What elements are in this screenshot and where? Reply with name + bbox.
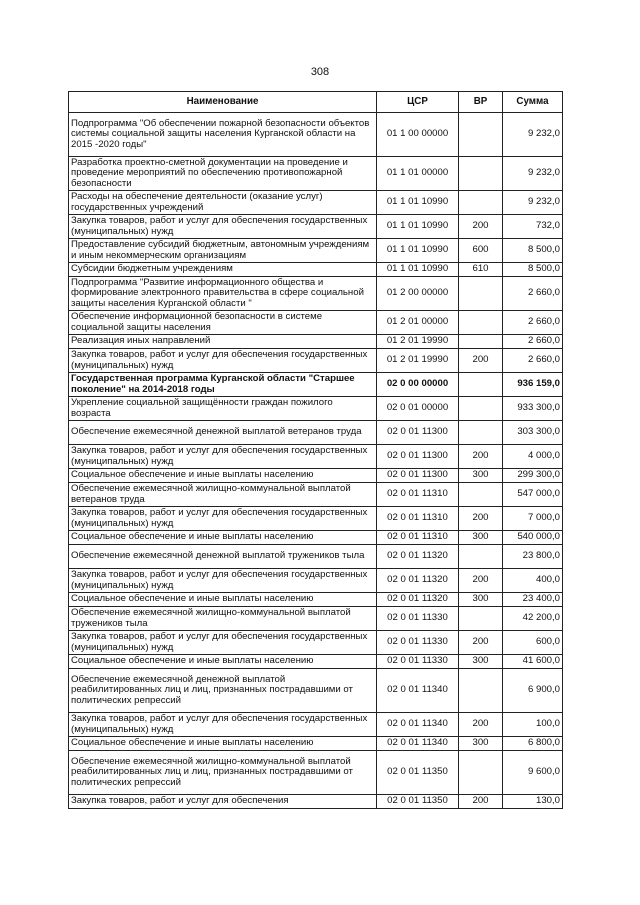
- row-csr: 01 1 00 00000: [377, 113, 459, 157]
- row-csr: 01 2 01 19990: [377, 349, 459, 373]
- row-vr: [459, 751, 503, 795]
- row-name: Обеспечение ежемесячной жилищно-коммунальной выплатой ветеранов труда: [69, 483, 377, 507]
- row-sum: 23 400,0: [503, 593, 563, 607]
- row-vr: [459, 669, 503, 713]
- row-vr: [459, 607, 503, 631]
- row-csr: 02 0 01 11310: [377, 483, 459, 507]
- table-row: [69, 311, 563, 335]
- row-sum: 4 000,0: [503, 445, 563, 469]
- row-name: Социальное обеспечение и иные выплаты населению: [69, 655, 377, 669]
- row-sum: 8 500,0: [503, 263, 563, 277]
- table-row: [69, 277, 563, 311]
- row-name: Подпрограмма "Об обеспечении пожарной безопасности объектов системы социальной защиты населения Курганской области на 2015 -2020 годы": [69, 113, 377, 157]
- row-sum: 299 300,0: [503, 469, 563, 483]
- row-sum: 540 000,0: [503, 531, 563, 545]
- row-csr: 02 0 01 11300: [377, 421, 459, 445]
- row-name: Социальное обеспечение и иные выплаты населению: [69, 737, 377, 751]
- row-csr: 02 0 00 00000: [377, 373, 459, 397]
- row-sum: 936 159,0: [503, 373, 563, 397]
- row-vr: [459, 421, 503, 445]
- row-csr: 02 0 01 11350: [377, 795, 459, 809]
- row-sum: 42 200,0: [503, 607, 563, 631]
- table-row: [69, 335, 563, 349]
- table-row: [69, 263, 563, 277]
- row-name: Обеспечение ежемесячной жилищно-коммунальной выплатой реабилитированных лиц и лиц, признанных пострадавшими от политических репрессий: [69, 751, 377, 795]
- row-vr: 300: [459, 737, 503, 751]
- row-csr: 02 0 01 11300: [377, 469, 459, 483]
- row-name: Расходы на обеспечение деятельности (оказание услуг) государственных учреждений: [69, 191, 377, 215]
- row-name: Социальное обеспечение и иные выплаты населению: [69, 469, 377, 483]
- row-vr: [459, 545, 503, 569]
- row-sum: 9 232,0: [503, 191, 563, 215]
- table-row: [69, 507, 563, 531]
- table-row: [69, 469, 563, 483]
- table-row: [69, 483, 563, 507]
- row-name: Закупка товаров, работ и услуг для обеспечения: [69, 795, 377, 809]
- row-vr: [459, 191, 503, 215]
- row-vr: 200: [459, 569, 503, 593]
- row-vr: 610: [459, 263, 503, 277]
- row-vr: [459, 483, 503, 507]
- row-sum: 732,0: [503, 215, 563, 239]
- row-name: Закупка товаров, работ и услуг для обеспечения государственных (муниципальных) нужд: [69, 713, 377, 737]
- row-sum: 2 660,0: [503, 335, 563, 349]
- row-csr: 02 0 01 11310: [377, 531, 459, 545]
- row-name: Предоставление субсидий бюджетным, автономным учреждениям и иным некоммерческим организациям: [69, 239, 377, 263]
- row-name: Закупка товаров, работ и услуг для обеспечения государственных (муниципальных) нужд: [69, 349, 377, 373]
- table-row: [69, 795, 563, 809]
- table-row: [69, 113, 563, 157]
- table-row: [69, 239, 563, 263]
- row-name: Закупка товаров, работ и услуг для обеспечения государственных (муниципальных) нужд: [69, 631, 377, 655]
- table-row: [69, 191, 563, 215]
- table-header-row: [69, 92, 563, 113]
- row-vr: 300: [459, 593, 503, 607]
- row-csr: 02 0 01 11310: [377, 507, 459, 531]
- row-csr: 02 0 01 11320: [377, 569, 459, 593]
- row-vr: [459, 311, 503, 335]
- table-row: [69, 593, 563, 607]
- row-sum: 2 660,0: [503, 349, 563, 373]
- row-name: Закупка товаров, работ и услуг для обеспечения государственных (муниципальных) нужд: [69, 215, 377, 239]
- row-sum: 6 900,0: [503, 669, 563, 713]
- row-vr: 200: [459, 795, 503, 809]
- row-vr: [459, 277, 503, 311]
- budget-table: [68, 91, 563, 809]
- row-name: Субсидии бюджетным учреждениям: [69, 263, 377, 277]
- row-vr: 200: [459, 713, 503, 737]
- row-name: Укрепление социальной защищённости граждан пожилого возраста: [69, 397, 377, 421]
- table-row: [69, 545, 563, 569]
- header-name: Наименование: [69, 92, 377, 113]
- header-sum: Сумма: [503, 92, 563, 113]
- row-vr: 300: [459, 655, 503, 669]
- row-csr: 02 0 01 11330: [377, 607, 459, 631]
- row-name: Социальное обеспечение и иные выплаты населению: [69, 531, 377, 545]
- row-csr: 01 2 01 00000: [377, 311, 459, 335]
- row-csr: 02 0 01 11340: [377, 737, 459, 751]
- row-csr: 02 0 01 11350: [377, 751, 459, 795]
- row-name: Социальное обеспечение и иные выплаты населению: [69, 593, 377, 607]
- header-vr: ВР: [459, 92, 503, 113]
- row-vr: [459, 373, 503, 397]
- row-sum: 6 800,0: [503, 737, 563, 751]
- row-vr: [459, 157, 503, 191]
- row-name: Закупка товаров, работ и услуг для обеспечения государственных (муниципальных) нужд: [69, 445, 377, 469]
- table-row: [69, 421, 563, 445]
- row-sum: 100,0: [503, 713, 563, 737]
- table-row: [69, 349, 563, 373]
- header-csr: ЦСР: [377, 92, 459, 113]
- row-name: Реализация иных направлений: [69, 335, 377, 349]
- table-row: [69, 531, 563, 545]
- row-name: Обеспечение ежемесячной денежной выплатой реабилитированных лиц и лиц, признанных пострадавшими от политических репрессий: [69, 669, 377, 713]
- row-name: Закупка товаров, работ и услуг для обеспечения государственных (муниципальных) нужд: [69, 569, 377, 593]
- row-name: Обеспечение ежемесячной денежной выплатой ветеранов труда: [69, 421, 377, 445]
- row-vr: 200: [459, 445, 503, 469]
- row-name: Обеспечение информационной безопасности в системе социальной защиты населения: [69, 311, 377, 335]
- row-sum: 9 232,0: [503, 157, 563, 191]
- row-vr: 200: [459, 349, 503, 373]
- row-vr: [459, 397, 503, 421]
- row-sum: 7 000,0: [503, 507, 563, 531]
- row-vr: [459, 335, 503, 349]
- row-csr: 02 0 01 11330: [377, 655, 459, 669]
- row-sum: 303 300,0: [503, 421, 563, 445]
- row-csr: 01 2 01 19990: [377, 335, 459, 349]
- row-csr: 02 0 01 11330: [377, 631, 459, 655]
- row-vr: 200: [459, 215, 503, 239]
- table-row: [69, 157, 563, 191]
- row-csr: 01 1 01 00000: [377, 157, 459, 191]
- table-row: [69, 631, 563, 655]
- row-name: Обеспечение ежемесячной денежной выплатой тружеников тыла: [69, 545, 377, 569]
- row-vr: 300: [459, 531, 503, 545]
- row-csr: 02 0 01 00000: [377, 397, 459, 421]
- row-csr: 02 0 01 11340: [377, 669, 459, 713]
- table-row: [69, 215, 563, 239]
- table-row: [69, 751, 563, 795]
- table-row: [69, 569, 563, 593]
- row-sum: 547 000,0: [503, 483, 563, 507]
- row-sum: 8 500,0: [503, 239, 563, 263]
- row-vr: 200: [459, 507, 503, 531]
- row-csr: 02 0 01 11340: [377, 713, 459, 737]
- table-row: [69, 655, 563, 669]
- row-vr: 200: [459, 631, 503, 655]
- row-vr: 600: [459, 239, 503, 263]
- row-vr: [459, 113, 503, 157]
- row-name: Разработка проектно-сметной документации на проведение и проведение мероприятий по обеспечению противопожарной безопасности: [69, 157, 377, 191]
- row-csr: 02 0 01 11300: [377, 445, 459, 469]
- row-csr: 01 1 01 10990: [377, 191, 459, 215]
- row-sum: 23 800,0: [503, 545, 563, 569]
- row-sum: 400,0: [503, 569, 563, 593]
- row-vr: 300: [459, 469, 503, 483]
- row-name: Подпрограмма "Развитие информационного общества и формирование электронного правительства в сфере социальной защиты населения Курганской области ": [69, 277, 377, 311]
- row-csr: 01 1 01 10990: [377, 263, 459, 277]
- row-sum: 933 300,0: [503, 397, 563, 421]
- table-row: [69, 607, 563, 631]
- page-number: 308: [310, 66, 330, 78]
- row-sum: 600,0: [503, 631, 563, 655]
- row-sum: 2 660,0: [503, 311, 563, 335]
- table-row: [69, 737, 563, 751]
- row-sum: 2 660,0: [503, 277, 563, 311]
- row-sum: 41 600,0: [503, 655, 563, 669]
- row-sum: 130,0: [503, 795, 563, 809]
- row-sum: 9 232,0: [503, 113, 563, 157]
- table-row: [69, 397, 563, 421]
- row-csr: 01 1 01 10990: [377, 215, 459, 239]
- table-row: [69, 713, 563, 737]
- table-row: [69, 373, 563, 397]
- row-sum: 9 600,0: [503, 751, 563, 795]
- table-body: [69, 113, 563, 809]
- row-name: Закупка товаров, работ и услуг для обеспечения государственных (муниципальных) нужд: [69, 507, 377, 531]
- row-name: Обеспечение ежемесячной жилищно-коммунальной выплатой тружеников тыла: [69, 607, 377, 631]
- row-csr: 02 0 01 11320: [377, 593, 459, 607]
- row-csr: 01 2 00 00000: [377, 277, 459, 311]
- row-name: Государственная программа Курганской области "Старшее поколение" на 2014-2018 годы: [69, 373, 377, 397]
- table-row: [69, 445, 563, 469]
- row-csr: 02 0 01 11320: [377, 545, 459, 569]
- row-csr: 01 1 01 10990: [377, 239, 459, 263]
- table-row: [69, 669, 563, 713]
